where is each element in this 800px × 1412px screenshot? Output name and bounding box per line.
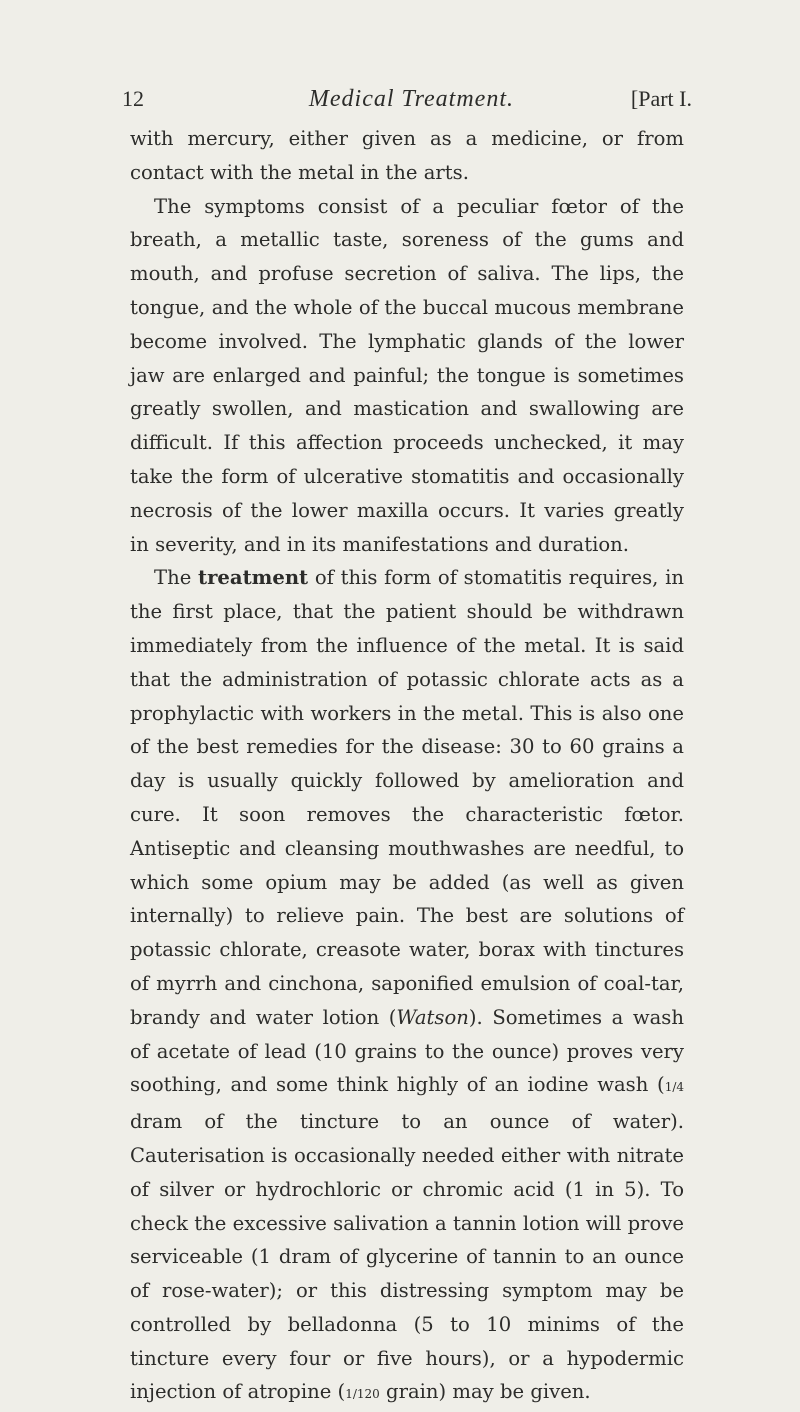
paragraph-symptoms: The symptoms consist of a peculiar fœtor of the breath, a metallic taste, soreness of the gums and mouth, and profuse secretion of saliva. The lips, the tongue, and the whole of the buccal mucous membrane become involved. The lymphatic glands of the lower jaw are enlarged and painful; the tongue is sometimes greatly swollen, and mastication and swallowing are difficult. If this affection proceeds unchecked, it may take the form of ulcerative stomatitis and occasionally necrosis of the lower maxilla occurs. It varies greatly in severity, and in its manifestations and duration. [130,194,684,556]
chapter-title: Medical Treatment. [308,86,514,112]
treatment-lead: The [154,566,192,590]
body-text [130,122,684,1412]
citation-watson: Watson [396,1005,469,1029]
treatment-text-d: grain) may be given. [379,1380,591,1404]
paragraph-treatment [130,561,684,1412]
fraction-atropine: 1/120 [345,1387,380,1402]
treatment-text-a: of this form of stomatitis requires, in the first place, that the patient should be withdrawn immediately from the influence of the metal. It is said that the administration of potassic chlorate acts as a prophylactic with workers in the metal. This is also one of the best remedies for the disease: 30 to 60 grains a day is usually quickly followed by amelioration and cure. It soon removes the characteristic fœtor. Antiseptic and cleansing mouthwashes are needful, to which some opium may be added (as well as given internally) to relieve pain. The best are solutions of potassic chlorate, creasote water, borax with tinctures of myrrh and cinchona, saponified emulsion of coal-tar, brandy and water lotion ( [130,566,684,1029]
treatment-heading: treatment [198,566,309,590]
fraction-quarter: 1/4 [664,1080,684,1095]
running-head [122,86,692,113]
treatment-text-b: ). Sometimes a wash of acetate of lead (10 grains to the ounce) proves very soothing, and some think highly of an iodine wash ( [130,1005,684,1097]
paragraph-1: with mercury, either given as a medicine, or from contact with the metal in the arts. [130,127,684,184]
part-label: [Part I. [630,86,692,111]
page-number: 12 [122,86,144,111]
treatment-text-c: dram of the tincture to an ounce of water). Cauterisation is occasionally needed either with nitrate of silver or hydrochloric or chromic acid (1 in 5). To check the excessive salivation a tannin lotion will prove serviceable (1 dram of glycerine of tannin to an ounce of rose-water); or this distressing symptom may be controlled by belladonna (5 to 10 minims of the tincture every four or five hours), or a hypodermic injection of atropine ( [130,1110,684,1404]
